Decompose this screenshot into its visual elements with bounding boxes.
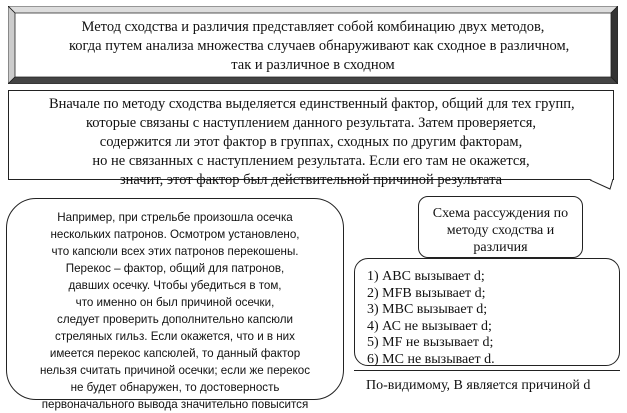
list-item: 1) АВС вызывает d; [367,269,485,284]
list-item: 3) МВС вызывает d; [367,302,488,317]
list-item: 5) MF не вызывает d; [367,335,494,350]
example-line: Перекос – фактор, общий для патронов, [65,262,285,275]
example-line: Например, при стрельбе произошла осечка [57,211,293,224]
explanation-line: значит, этот фактор был действительной причиной результата [119,172,503,188]
explanation-line: но не связанных с наступлением результата. Если его там не окажется, [92,153,530,169]
list-item: 2) MFB вызывает d; [367,285,486,301]
schema-line: Схема рассуждения по [432,206,569,221]
example-line: что именно он был причиной осечки, [75,296,275,309]
list-item: 6) МС не вызывает d. [367,351,495,367]
schema-line: различия [473,240,528,255]
example-line: не будет обнаружен, то достоверность [70,381,280,394]
callout-tail [590,175,614,191]
schema-label [418,196,583,258]
definition-box [8,6,618,84]
explanation-line: которые связаны с наступлением данного результата. Затем проверяется, [85,115,537,131]
example-line: имеется перекос капсюлей, то данный фактор [49,347,301,360]
example-line: что капсюли всех этих патронов перекошены. [51,245,299,258]
conclusion-text: По-видимому, В является причиной d [354,370,620,400]
example-line: стреляных гильз. Если окажется, что и в них [55,330,295,343]
example-line: следует проверить дополнительно капсюли [57,313,293,326]
example-box [6,198,344,411]
definition-line: когда путем анализа множества случаев обнаруживают как сходное в различном, [69,38,570,54]
reasoning-list [354,258,620,366]
example-line: первоначального вывода значительно повысится [41,398,309,411]
example-line: нескольких патронов. Осмотром установлено, [50,228,300,241]
definition-line: так и различное в сходном [231,57,395,73]
explanation-callout [8,90,614,188]
schema-line: методу сходства и [446,223,555,238]
list-item: 4) АС не вызывает d; [367,318,492,334]
definition-line: Метод сходства и различия представляет собой комбинацию двух методов, [81,19,545,35]
example-line: давших осечку. Чтобы убедиться в том, [68,279,282,292]
example-line: нельзя считать причиной осечки; если же перекос [39,364,311,377]
explanation-line: Вначале по методу сходства выделяется единственный фактор, общий для тех групп, [49,96,575,112]
explanation-line: содержится ли этот фактор в группах, сходных по другим факторам, [99,134,523,150]
